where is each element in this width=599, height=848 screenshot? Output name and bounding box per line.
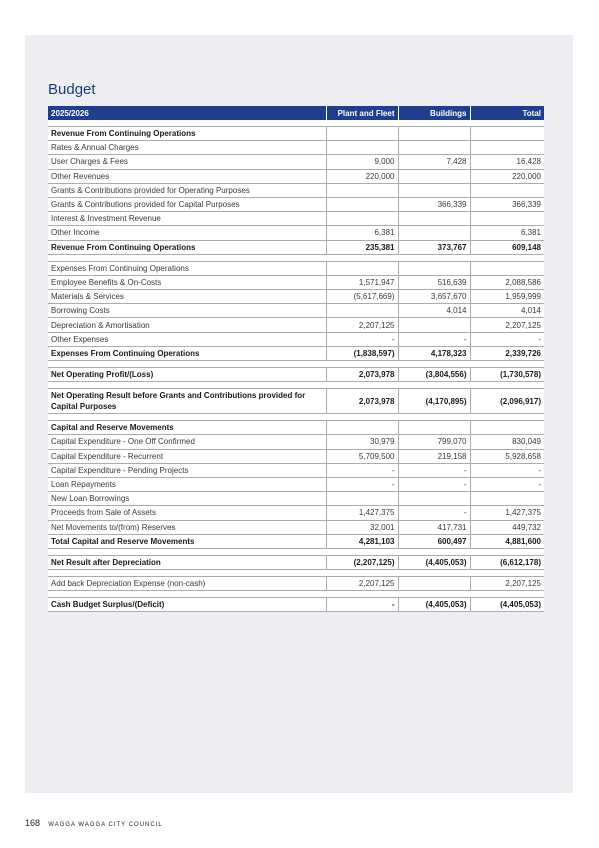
total-value: 1,959,999: [470, 290, 544, 304]
plant-and-fleet-value: 2,073,978: [326, 368, 398, 382]
spacer-cell: [48, 361, 544, 368]
total-value: (1,730,578): [470, 368, 544, 382]
table-row: [48, 197, 544, 211]
row-label: User Charges & Fees: [48, 155, 326, 169]
row-label: Net Operating Profit/(Loss): [48, 368, 326, 382]
table-row: [48, 332, 544, 346]
total-value: (6,612,178): [470, 555, 544, 569]
row-label: Materials & Services: [48, 290, 326, 304]
buildings-value: [398, 212, 470, 226]
total-value: [470, 492, 544, 506]
buildings-value: 799,070: [398, 435, 470, 449]
budget-table-body: [48, 120, 544, 612]
header-plant-and-fleet: Plant and Fleet: [326, 106, 398, 120]
header-total: Total: [470, 106, 544, 120]
table-row: [48, 212, 544, 226]
row-label: Grants & Contributions provided for Capital Purposes: [48, 197, 326, 211]
buildings-value: [398, 141, 470, 155]
total-value: [470, 183, 544, 197]
plant-and-fleet-value: 6,381: [326, 226, 398, 240]
spacer-cell: [48, 570, 544, 577]
budget-table: [48, 106, 544, 612]
plant-and-fleet-value: 32,001: [326, 520, 398, 534]
buildings-value: [398, 183, 470, 197]
plant-and-fleet-value: -: [326, 598, 398, 612]
row-label: Rates & Annual Charges: [48, 141, 326, 155]
row-label: Depreciation & Amortisation: [48, 318, 326, 332]
total-value: 366,339: [470, 197, 544, 211]
spacer-cell: [48, 254, 544, 261]
buildings-value: -: [398, 477, 470, 491]
total-value: -: [470, 477, 544, 491]
row-label: Proceeds from Sale of Assets: [48, 506, 326, 520]
buildings-value: 373,767: [398, 240, 470, 254]
buildings-value: 3,657,670: [398, 290, 470, 304]
spacer-row: [48, 548, 544, 555]
row-label: Expenses From Continuing Operations: [48, 261, 326, 275]
total-value: 2,088,586: [470, 275, 544, 289]
buildings-value: (4,170,895): [398, 389, 470, 414]
total-value: -: [470, 463, 544, 477]
plant-and-fleet-value: [326, 304, 398, 318]
plant-and-fleet-value: 1,571,947: [326, 275, 398, 289]
plant-and-fleet-value: [326, 212, 398, 226]
plant-and-fleet-value: -: [326, 463, 398, 477]
row-label: Capital Expenditure - Pending Projects: [48, 463, 326, 477]
table-row: [48, 318, 544, 332]
total-value: (4,405,053): [470, 598, 544, 612]
plant-and-fleet-value: [326, 492, 398, 506]
total-value: [470, 127, 544, 141]
buildings-value: [398, 261, 470, 275]
total-value: [470, 141, 544, 155]
buildings-value: [398, 318, 470, 332]
total-value: 2,339,726: [470, 346, 544, 360]
spacer-cell: [48, 591, 544, 598]
buildings-value: 7,428: [398, 155, 470, 169]
total-value: 609,148: [470, 240, 544, 254]
row-label: New Loan Borrowings: [48, 492, 326, 506]
table-row: [48, 304, 544, 318]
buildings-value: (3,804,556): [398, 368, 470, 382]
table-row: [48, 577, 544, 591]
spacer-cell: [48, 382, 544, 389]
row-label: Other Expenses: [48, 332, 326, 346]
table-row: [48, 183, 544, 197]
spacer-cell: [48, 414, 544, 421]
plant-and-fleet-value: 220,000: [326, 169, 398, 183]
total-row: [48, 346, 544, 360]
organization-name: WAGGA WAGGA CITY COUNCIL: [48, 822, 163, 828]
row-label: Interest & Investment Revenue: [48, 212, 326, 226]
row-label: Borrowing Costs: [48, 304, 326, 318]
table-row: [48, 463, 544, 477]
plant-and-fleet-value: 2,207,125: [326, 577, 398, 591]
table-row: [48, 169, 544, 183]
total-value: 220,000: [470, 169, 544, 183]
buildings-value: [398, 492, 470, 506]
total-row: [48, 368, 544, 382]
header-year: 2025/2026: [48, 106, 326, 120]
total-value: [470, 212, 544, 226]
table-row: [48, 261, 544, 275]
total-value: 2,207,125: [470, 577, 544, 591]
row-label: Net Result after Depreciation: [48, 555, 326, 569]
table-row: [48, 141, 544, 155]
buildings-value: -: [398, 332, 470, 346]
buildings-value: [398, 169, 470, 183]
buildings-value: [398, 577, 470, 591]
buildings-value: 417,731: [398, 520, 470, 534]
row-label: Revenue From Continuing Operations: [48, 127, 326, 141]
plant-and-fleet-value: -: [326, 477, 398, 491]
plant-and-fleet-value: (1,838,597): [326, 346, 398, 360]
total-row: [48, 389, 544, 414]
row-label: Capital Expenditure - Recurrent: [48, 449, 326, 463]
buildings-value: [398, 421, 470, 435]
header-buildings: Buildings: [398, 106, 470, 120]
row-label: Capital and Reserve Movements: [48, 421, 326, 435]
total-value: -: [470, 332, 544, 346]
total-value: 6,381: [470, 226, 544, 240]
total-row: [48, 421, 544, 435]
table-row: [48, 492, 544, 506]
spacer-cell: [48, 548, 544, 555]
total-value: [470, 421, 544, 435]
table-row: [48, 449, 544, 463]
table-row: [48, 477, 544, 491]
total-row: [48, 598, 544, 612]
table-row: [48, 520, 544, 534]
total-value: (2,096,917): [470, 389, 544, 414]
plant-and-fleet-value: [326, 141, 398, 155]
buildings-value: 366,339: [398, 197, 470, 211]
row-label: Other Revenues: [48, 169, 326, 183]
row-label: Capital Expenditure - One Off Confirmed: [48, 435, 326, 449]
page-footer: [25, 818, 163, 828]
row-label: Total Capital and Reserve Movements: [48, 534, 326, 548]
plant-and-fleet-value: [326, 183, 398, 197]
buildings-value: (4,405,053): [398, 598, 470, 612]
page-title: Budget: [48, 81, 96, 98]
row-label: Grants & Contributions provided for Operating Purposes: [48, 183, 326, 197]
total-value: 5,928,658: [470, 449, 544, 463]
total-value: 4,014: [470, 304, 544, 318]
total-value: 4,881,600: [470, 534, 544, 548]
buildings-value: 219,158: [398, 449, 470, 463]
buildings-value: 4,178,323: [398, 346, 470, 360]
total-value: 830,049: [470, 435, 544, 449]
buildings-value: 516,639: [398, 275, 470, 289]
row-label: Add back Depreciation Expense (non-cash): [48, 577, 326, 591]
table-row: [48, 435, 544, 449]
budget-table-header: [48, 106, 544, 120]
buildings-value: 4,014: [398, 304, 470, 318]
plant-and-fleet-value: 235,381: [326, 240, 398, 254]
total-value: 16,428: [470, 155, 544, 169]
row-label: Expenses From Continuing Operations: [48, 346, 326, 360]
page-number: 168: [25, 818, 41, 828]
plant-and-fleet-value: [326, 197, 398, 211]
buildings-value: -: [398, 463, 470, 477]
buildings-value: 600,497: [398, 534, 470, 548]
buildings-value: (4,405,053): [398, 555, 470, 569]
total-row: [48, 555, 544, 569]
plant-and-fleet-value: 30,979: [326, 435, 398, 449]
table-row: [48, 275, 544, 289]
total-row: [48, 534, 544, 548]
buildings-value: [398, 127, 470, 141]
spacer-row: [48, 361, 544, 368]
plant-and-fleet-value: [326, 261, 398, 275]
plant-and-fleet-value: -: [326, 332, 398, 346]
plant-and-fleet-value: (2,207,125): [326, 555, 398, 569]
row-label: Other Income: [48, 226, 326, 240]
spacer-row: [48, 591, 544, 598]
row-label: Loan Repayments: [48, 477, 326, 491]
plant-and-fleet-value: 4,281,103: [326, 534, 398, 548]
table-row: [48, 506, 544, 520]
plant-and-fleet-value: 9,000: [326, 155, 398, 169]
buildings-value: -: [398, 506, 470, 520]
row-label: Revenue From Continuing Operations: [48, 240, 326, 254]
total-value: 2,207,125: [470, 318, 544, 332]
spacer-row: [48, 382, 544, 389]
plant-and-fleet-value: 1,427,375: [326, 506, 398, 520]
row-label: Net Movements to/(from) Reserves: [48, 520, 326, 534]
plant-and-fleet-value: 2,207,125: [326, 318, 398, 332]
total-value: 449,732: [470, 520, 544, 534]
total-value: [470, 261, 544, 275]
row-label: Employee Benefits & On-Costs: [48, 275, 326, 289]
buildings-value: [398, 226, 470, 240]
plant-and-fleet-value: 2,073,978: [326, 389, 398, 414]
total-row: [48, 127, 544, 141]
row-label: Cash Budget Surplus/(Deficit): [48, 598, 326, 612]
header-row: [48, 106, 544, 120]
plant-and-fleet-value: (5,617,669): [326, 290, 398, 304]
plant-and-fleet-value: [326, 127, 398, 141]
row-label: Net Operating Result before Grants and Contributions provided for Capital Purposes: [48, 389, 326, 414]
spacer-row: [48, 570, 544, 577]
plant-and-fleet-value: 5,709,500: [326, 449, 398, 463]
plant-and-fleet-value: [326, 421, 398, 435]
spacer-row: [48, 254, 544, 261]
total-row: [48, 240, 544, 254]
table-row: [48, 290, 544, 304]
spacer-row: [48, 414, 544, 421]
table-row: [48, 226, 544, 240]
total-value: 1,427,375: [470, 506, 544, 520]
table-row: [48, 155, 544, 169]
